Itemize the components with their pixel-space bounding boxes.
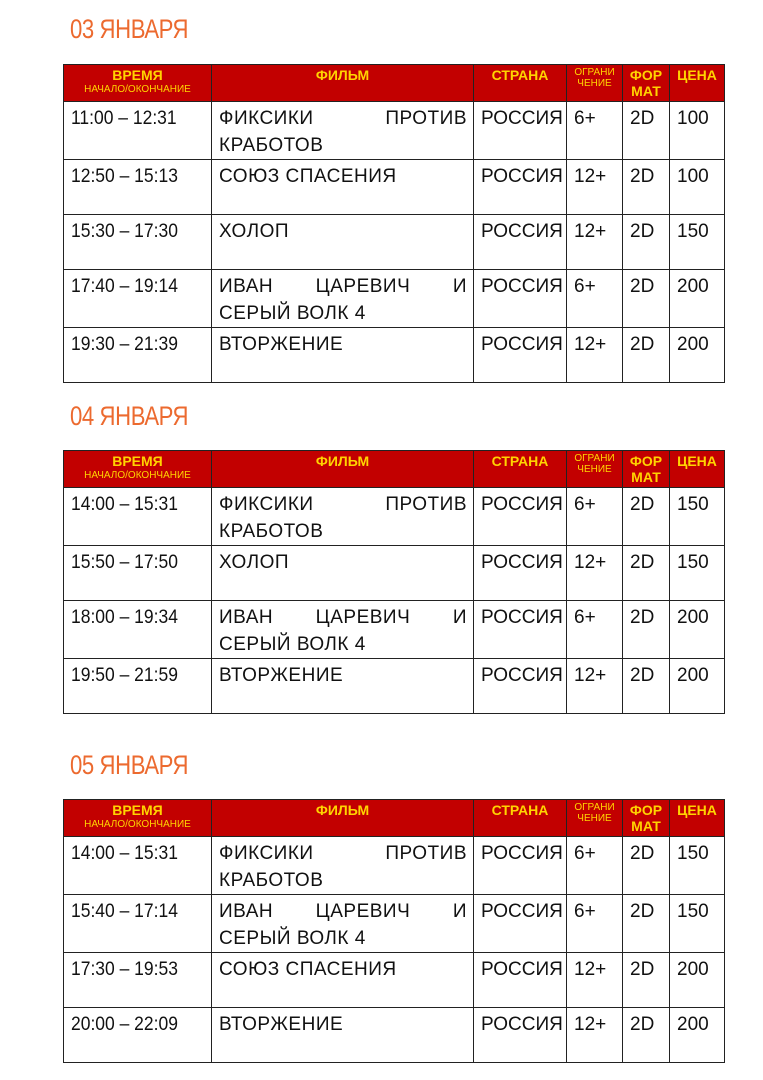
header-restriction: ОГРАНИ ЧЕНИЕ (567, 65, 623, 102)
film-cell: ВТОРЖЕНИЕ (212, 1008, 474, 1063)
country-cell: РОССИЯ (474, 546, 567, 601)
country-cell: РОССИЯ (474, 328, 567, 383)
age-cell: 12+ (567, 953, 623, 1008)
table-row (64, 270, 725, 328)
price-cell: 200 (670, 1008, 725, 1063)
time-cell: 18:00 – 19:34 (64, 601, 212, 659)
format-cell: 2D (623, 488, 670, 546)
schedule-table (63, 64, 725, 383)
table-header (64, 451, 725, 488)
country-cell: РОССИЯ (474, 488, 567, 546)
country-cell: РОССИЯ (474, 270, 567, 328)
age-cell: 12+ (567, 160, 623, 215)
film-cell: ИВАН ЦАРЕВИЧ И СЕРЫЙ ВОЛК 4 (212, 895, 474, 953)
table-row (64, 837, 725, 895)
time-cell: 14:00 – 15:31 (64, 837, 212, 895)
format-cell: 2D (623, 895, 670, 953)
film-cell: СОЮЗ СПАСЕНИЯ (212, 160, 474, 215)
format-cell: 2D (623, 601, 670, 659)
header-restriction: ОГРАНИ ЧЕНИЕ (567, 800, 623, 837)
time-cell: 15:40 – 17:14 (64, 895, 212, 953)
age-cell: 12+ (567, 328, 623, 383)
format-cell: 2D (623, 953, 670, 1008)
header-format: ФОР МАТ (623, 451, 670, 488)
header-time: ВРЕМЯ НАЧАЛО/ОКОНЧАНИЕ (64, 800, 212, 837)
price-cell: 200 (670, 270, 725, 328)
age-cell: 12+ (567, 215, 623, 270)
table-row (64, 546, 725, 601)
format-cell: 2D (623, 270, 670, 328)
age-cell: 12+ (567, 659, 623, 714)
time-cell: 17:40 – 19:14 (64, 270, 212, 328)
country-cell: РОССИЯ (474, 102, 567, 160)
age-cell: 6+ (567, 102, 623, 160)
time-cell: 19:50 – 21:59 (64, 659, 212, 714)
film-cell: ИВАН ЦАРЕВИЧ И СЕРЫЙ ВОЛК 4 (212, 270, 474, 328)
price-cell: 200 (670, 659, 725, 714)
header-format: ФОР МАТ (623, 800, 670, 837)
format-cell: 2D (623, 546, 670, 601)
schedule-table (63, 799, 725, 1063)
film-cell: ВТОРЖЕНИЕ (212, 659, 474, 714)
format-cell: 2D (623, 659, 670, 714)
header-price: ЦЕНА (670, 451, 725, 488)
film-cell: ВТОРЖЕНИЕ (212, 328, 474, 383)
price-cell: 100 (670, 102, 725, 160)
film-cell: ФИКСИКИ ПРОТИВ КРАБОТОВ (212, 837, 474, 895)
country-cell: РОССИЯ (474, 895, 567, 953)
country-cell: РОССИЯ (474, 215, 567, 270)
time-cell: 19:30 – 21:39 (64, 328, 212, 383)
age-cell: 6+ (567, 837, 623, 895)
header-country: СТРАНА (474, 800, 567, 837)
header-film: ФИЛЬМ (212, 800, 474, 837)
format-cell: 2D (623, 160, 670, 215)
film-cell: ФИКСИКИ ПРОТИВ КРАБОТОВ (212, 488, 474, 546)
age-cell: 6+ (567, 270, 623, 328)
time-cell: 17:30 – 19:53 (64, 953, 212, 1008)
time-cell: 11:00 – 12:31 (64, 102, 212, 160)
price-cell: 100 (670, 160, 725, 215)
table-row (64, 659, 725, 714)
film-cell: ХОЛОП (212, 215, 474, 270)
format-cell: 2D (623, 215, 670, 270)
table-row (64, 215, 725, 270)
country-cell: РОССИЯ (474, 837, 567, 895)
price-cell: 150 (670, 546, 725, 601)
header-country: СТРАНА (474, 65, 567, 102)
table-row (64, 488, 725, 546)
header-format: ФОР МАТ (623, 65, 670, 102)
table-row (64, 895, 725, 953)
country-cell: РОССИЯ (474, 601, 567, 659)
price-cell: 150 (670, 837, 725, 895)
age-cell: 6+ (567, 601, 623, 659)
country-cell: РОССИЯ (474, 160, 567, 215)
format-cell: 2D (623, 102, 670, 160)
time-cell: 20:00 – 22:09 (64, 1008, 212, 1063)
table-row (64, 601, 725, 659)
table-row (64, 953, 725, 1008)
price-cell: 200 (670, 601, 725, 659)
date-title: 05 ЯНВАРЯ (70, 750, 189, 780)
format-cell: 2D (623, 1008, 670, 1063)
header-time: ВРЕМЯ НАЧАЛО/ОКОНЧАНИЕ (64, 451, 212, 488)
header-film: ФИЛЬМ (212, 65, 474, 102)
age-cell: 6+ (567, 488, 623, 546)
age-cell: 12+ (567, 1008, 623, 1063)
format-cell: 2D (623, 837, 670, 895)
header-restriction: ОГРАНИ ЧЕНИЕ (567, 451, 623, 488)
table-header (64, 800, 725, 837)
country-cell: РОССИЯ (474, 953, 567, 1008)
table-header (64, 65, 725, 102)
age-cell: 12+ (567, 546, 623, 601)
header-time: ВРЕМЯ НАЧАЛО/ОКОНЧАНИЕ (64, 65, 212, 102)
header-country: СТРАНА (474, 451, 567, 488)
film-cell: ФИКСИКИ ПРОТИВ КРАБОТОВ (212, 102, 474, 160)
header-price: ЦЕНА (670, 800, 725, 837)
time-cell: 15:50 – 17:50 (64, 546, 212, 601)
country-cell: РОССИЯ (474, 1008, 567, 1063)
film-cell: ХОЛОП (212, 546, 474, 601)
time-cell: 14:00 – 15:31 (64, 488, 212, 546)
header-film: ФИЛЬМ (212, 451, 474, 488)
price-cell: 150 (670, 488, 725, 546)
price-cell: 200 (670, 953, 725, 1008)
date-title: 03 ЯНВАРЯ (70, 14, 189, 44)
date-title: 04 ЯНВАРЯ (70, 401, 189, 431)
header-price: ЦЕНА (670, 65, 725, 102)
table-row (64, 102, 725, 160)
country-cell: РОССИЯ (474, 659, 567, 714)
price-cell: 150 (670, 895, 725, 953)
film-cell: СОЮЗ СПАСЕНИЯ (212, 953, 474, 1008)
time-cell: 15:30 – 17:30 (64, 215, 212, 270)
format-cell: 2D (623, 328, 670, 383)
table-row (64, 328, 725, 383)
age-cell: 6+ (567, 895, 623, 953)
time-cell: 12:50 – 15:13 (64, 160, 212, 215)
film-cell: ИВАН ЦАРЕВИЧ И СЕРЫЙ ВОЛК 4 (212, 601, 474, 659)
price-cell: 150 (670, 215, 725, 270)
schedule-table (63, 450, 725, 714)
price-cell: 200 (670, 328, 725, 383)
table-row (64, 1008, 725, 1063)
table-row (64, 160, 725, 215)
